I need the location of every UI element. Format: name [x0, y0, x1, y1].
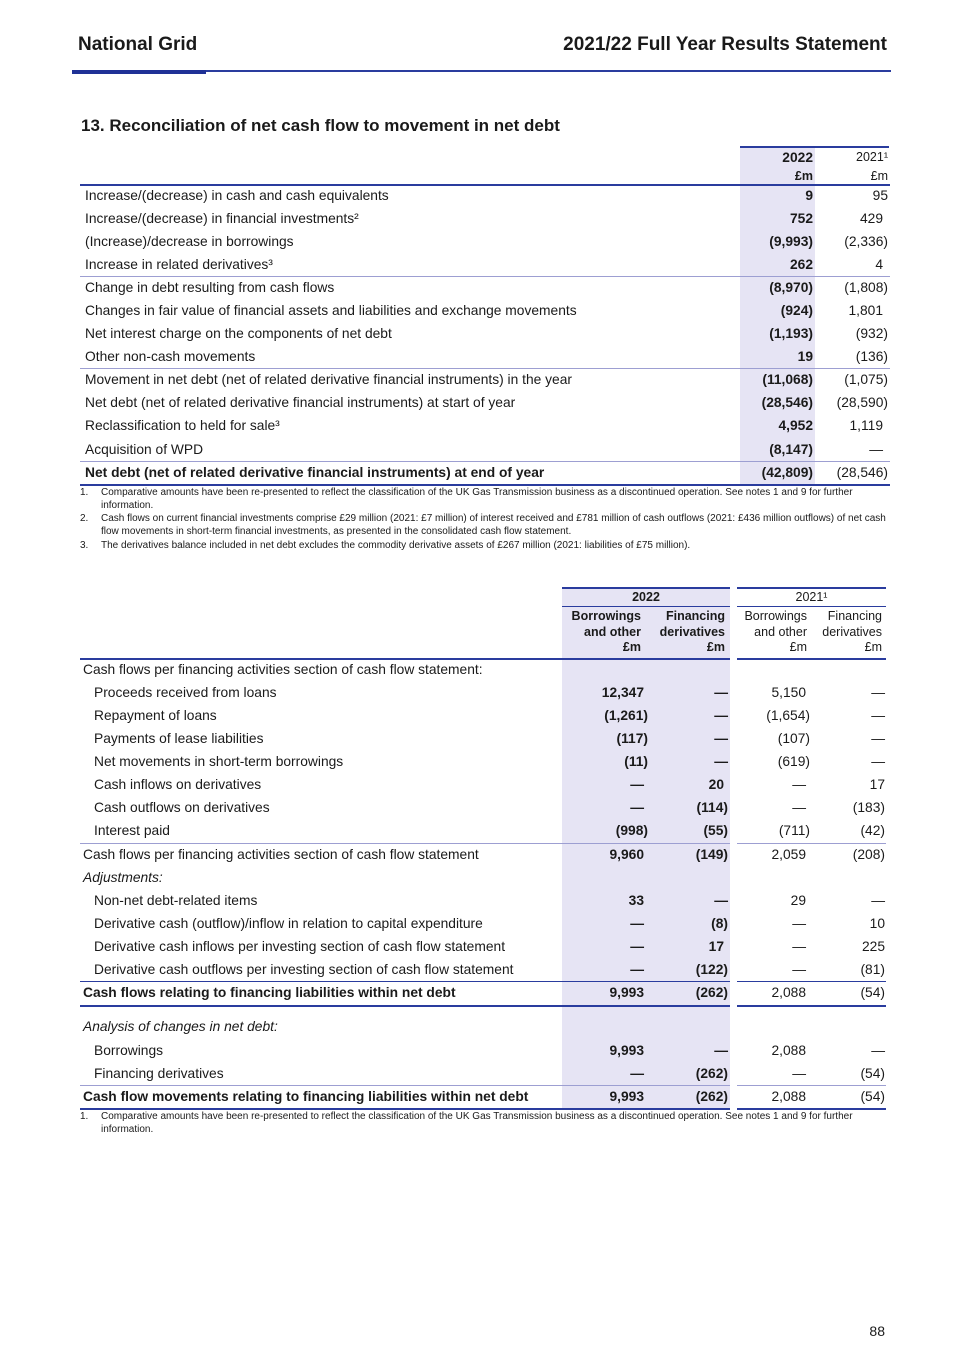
- table-total-row: Cash flows relating to financing liabilities within net debt 9,993 (262) 2,088 (54): [83, 985, 885, 1000]
- footnote: 1. Comparative amounts have been re-presented to reflect the classification of the UK Gas Transmission business as a discontinued operation. See notes 1 and 9 for further information.: [80, 1111, 853, 1135]
- row-divider: [80, 1005, 730, 1007]
- col-2022-borrowings-head: Borrowings and other £m: [571, 609, 641, 654]
- col-2022-unit: £m: [794, 169, 813, 183]
- table-row: Reclassification to held for sale³ 4,952 1,119: [85, 418, 883, 433]
- table-row: Interest paid (998) (55) (711) (42): [94, 823, 885, 838]
- table-row: (Increase)/decrease in borrowings (9,993) (2,336): [85, 234, 888, 249]
- group-2021-top-rule: [737, 587, 886, 589]
- page-number: 88: [869, 1323, 885, 1339]
- table-row: Acquisition of WPD (8,147) —: [85, 442, 883, 457]
- table-row: Payments of lease liabilities (117) — (107) —: [94, 731, 885, 746]
- group-2021-sub-rule: [737, 606, 886, 607]
- footnote: 2. Cash flows on current financial investments comprise £29 million (2021: £7 million) of interest received and £781 million of cash outflows (2021: £436 million outflows) of net cash flow movements in short-term financial investments, as presented in the consolidated cash flow statement.: [80, 513, 886, 537]
- section-title: 13. Reconciliation of net cash flow to movement in net debt: [81, 116, 560, 135]
- table-row: Financing derivatives — (262) — (54): [94, 1066, 885, 1081]
- table-row: Cash inflows on derivatives — 20 — 17: [94, 777, 885, 792]
- table-row: Movement in net debt (net of related derivative financial instruments) in the year (11,068) (1,075): [85, 372, 888, 387]
- col-2021-year: 2021¹: [856, 150, 888, 164]
- table-row: Increase/(decrease) in cash and cash equivalents 9 95: [85, 188, 888, 203]
- col-2022-derivatives-head: Financing derivatives £m: [659, 609, 725, 654]
- col-2021-unit: £m: [870, 169, 888, 183]
- footnote: 1. Comparative amounts have been re-presented to reflect the classification of the UK Gas Transmission business as a discontinued operation. See notes 1 and 9 for further information.: [80, 487, 853, 511]
- col-2022-year: 2022: [782, 150, 813, 165]
- table-row: Changes in fair value of financial assets and liabilities and exchange movements (924) 1,801: [85, 303, 883, 318]
- group-2022-sub-rule: [562, 606, 730, 607]
- table-row: Non-net debt-related items 33 — 29 —: [94, 893, 885, 908]
- table-row: Derivative cash inflows per investing section of cash flow statement — 17 — 225: [94, 939, 885, 954]
- table-row: Increase in related derivatives³ 262 4: [85, 257, 883, 272]
- table-row: Net debt (net of related derivative financial instruments) at start of year (28,546) (28,590): [85, 395, 888, 410]
- table-row: Borrowings 9,993 — 2,088 —: [94, 1043, 885, 1058]
- table-row: Change in debt resulting from cash flows (8,970) (1,808): [85, 280, 888, 295]
- document-title: 2021/22 Full Year Results Statement: [563, 34, 887, 55]
- header-accent-bar: [72, 70, 206, 74]
- table-row: Net movements in short-term borrowings (11) — (619) —: [94, 754, 885, 769]
- group-2022-label: 2022: [632, 590, 660, 604]
- table-row: Cash outflows on derivatives — (114) — (183): [94, 800, 885, 815]
- table-total-row: Net debt (net of related derivative financial instruments) at end of year (42,809) (28,546): [85, 465, 888, 480]
- table-row: Repayment of loans (1,261) — (1,654) —: [94, 708, 885, 723]
- table-row: Other non-cash movements 19 (136): [85, 349, 888, 364]
- footnote: 3. The derivatives balance included in net debt excludes the commodity derivative assets of £267 million (2021: liabilities of £75 million).: [80, 540, 691, 551]
- table-row: Proceeds received from loans 12,347 — 5,150 —: [94, 685, 885, 700]
- table-row: Adjustments:: [83, 870, 163, 885]
- col-2021-derivatives-head: Financing derivatives £m: [822, 609, 882, 654]
- table-row: Increase/(decrease) in financial investments² 752 429: [85, 211, 883, 226]
- table-row: Derivative cash outflows per investing section of cash flow statement — (122) — (81): [94, 962, 885, 977]
- row-divider: [737, 1005, 886, 1007]
- group-2022-top-rule: [562, 587, 730, 589]
- group-2021-label: 2021¹: [795, 590, 828, 604]
- table-subtotal-row: Cash flows per financing activities section of cash flow statement 9,960 (149) 2,059 (208): [83, 847, 885, 862]
- table-row: Net interest charge on the components of net debt (1,193) (932): [85, 326, 888, 341]
- table-row: Derivative cash (outflow)/inflow in relation to capital expenditure — (8) — 10: [94, 916, 885, 931]
- table-row: Cash flows per financing activities section of cash flow statement:: [83, 662, 483, 677]
- table-row: Analysis of changes in net debt:: [83, 1019, 278, 1034]
- col-2021-borrowings-head: Borrowings and other £m: [744, 609, 807, 654]
- company-name: National Grid: [78, 34, 198, 55]
- table-total-row: Cash flow movements relating to financing liabilities within net debt 9,993 (262) 2,088 (54): [83, 1089, 885, 1104]
